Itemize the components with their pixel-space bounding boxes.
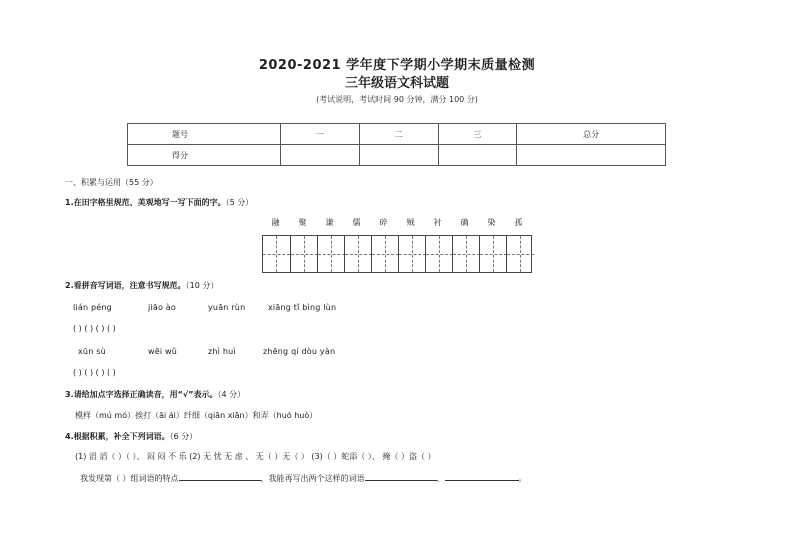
- question-1-points: （5 分）: [225, 198, 254, 207]
- pinyin: zhì huì: [208, 347, 236, 356]
- tianzige-cell[interactable]: [344, 236, 371, 272]
- end-mark: 。: [518, 474, 527, 483]
- tianzige-cell[interactable]: [425, 236, 452, 272]
- pattern-continue: ，我能再写出两个这样的词语: [260, 474, 365, 483]
- question-2: [65, 280, 218, 291]
- character: 谦: [325, 218, 334, 227]
- score-table: [127, 123, 666, 166]
- question-4-points: （6 分）: [169, 432, 198, 441]
- character: 聚: [298, 218, 307, 227]
- character: 确: [460, 218, 469, 227]
- question-4: [65, 431, 197, 442]
- exam-instructions: (考试说明，考试时间 90 分钟，满分 100 分): [316, 95, 478, 104]
- tianzige-cell[interactable]: [452, 236, 479, 272]
- character: 融: [271, 218, 280, 227]
- section-1-title: 一、积累与运用（55 分）: [65, 178, 158, 187]
- tianzige-cell[interactable]: [371, 236, 398, 272]
- tianzige-grid: [262, 235, 532, 273]
- question-3: [65, 389, 245, 400]
- table-row: [128, 124, 666, 145]
- pattern-prompt: 我发现第（ ）组词语的特点: [80, 474, 179, 483]
- score-table-header: 总分: [517, 124, 666, 145]
- score-cell[interactable]: [359, 145, 438, 166]
- score-cell[interactable]: [281, 145, 360, 166]
- answer-blank[interactable]: [445, 471, 519, 481]
- answer-blank[interactable]: [365, 471, 437, 481]
- table-row: [128, 145, 666, 166]
- character: 染: [487, 218, 496, 227]
- pinyin: xūn sù: [78, 347, 106, 356]
- pinyin: jiāo ào: [148, 303, 176, 312]
- pinyin: xiāng tǐ bìng lùn: [268, 303, 337, 312]
- pronunciation-options[interactable]: 模样（mú mó）挨打（āi ái）纤细（qiān xiān）和弄（huó huò）: [75, 411, 318, 420]
- pinyin: wēi wǔ: [148, 347, 178, 356]
- question-1-title: 1.在田字格里规范、美观地写一写下面的字。: [65, 198, 226, 207]
- exam-title: 2020-2021 学年度下学期小学期末质量检测: [258, 58, 536, 73]
- pattern-line: [80, 471, 527, 484]
- exam-subtitle: 三年级语文科试题: [344, 76, 449, 91]
- question-3-title: 3.请给加点字选择正确读音，用“√”表示。: [65, 390, 218, 399]
- answer-brackets[interactable]: ( ) ( ) ( ) ( ): [73, 324, 116, 333]
- answer-brackets[interactable]: ( ) ( ) ( ) ( ): [73, 368, 116, 377]
- tianzige-cell[interactable]: [290, 236, 317, 272]
- score-table-header: 题号: [128, 124, 281, 145]
- character: 贼: [406, 218, 415, 227]
- character: 碎: [379, 218, 388, 227]
- tianzige-cell[interactable]: [398, 236, 425, 272]
- question-2-title: 2.看拼音写词语，注意书写规范。: [65, 281, 186, 290]
- score-cell[interactable]: [517, 145, 666, 166]
- score-table-header: 一: [281, 124, 360, 145]
- tianzige-cell[interactable]: [506, 236, 533, 272]
- idiom-completion[interactable]: (1) 滔 滔（ ）（ ）、 闷 闷 不 乐 (2) 无 忧 无 虑 、 无（ ）无（ ） (3)（ ）蛇添（ ）、 掩（ ）盗（ ）: [75, 452, 436, 461]
- question-2-points: （10 分）: [185, 281, 219, 290]
- pinyin: zhēng qí dòu yàn: [263, 347, 336, 356]
- pinyin: yuān rùn: [208, 303, 246, 312]
- character: 衬: [433, 218, 442, 227]
- score-label: 得分: [128, 145, 281, 166]
- character: 孤: [514, 218, 523, 227]
- question-1: [65, 197, 253, 208]
- tianzige-cell[interactable]: [479, 236, 506, 272]
- score-table-header: 二: [359, 124, 438, 145]
- question-3-points: （4 分）: [217, 390, 246, 399]
- practice-characters: [262, 217, 532, 228]
- tianzige-cell[interactable]: [263, 236, 290, 272]
- separator: 、: [436, 474, 445, 483]
- pinyin: lián péng: [73, 303, 112, 312]
- tianzige-cell[interactable]: [317, 236, 344, 272]
- question-4-title: 4.根据积累，补全下列词语。: [65, 432, 170, 441]
- score-table-header: 三: [438, 124, 517, 145]
- answer-blank[interactable]: [179, 471, 261, 481]
- score-cell[interactable]: [438, 145, 517, 166]
- character: 儒: [352, 218, 361, 227]
